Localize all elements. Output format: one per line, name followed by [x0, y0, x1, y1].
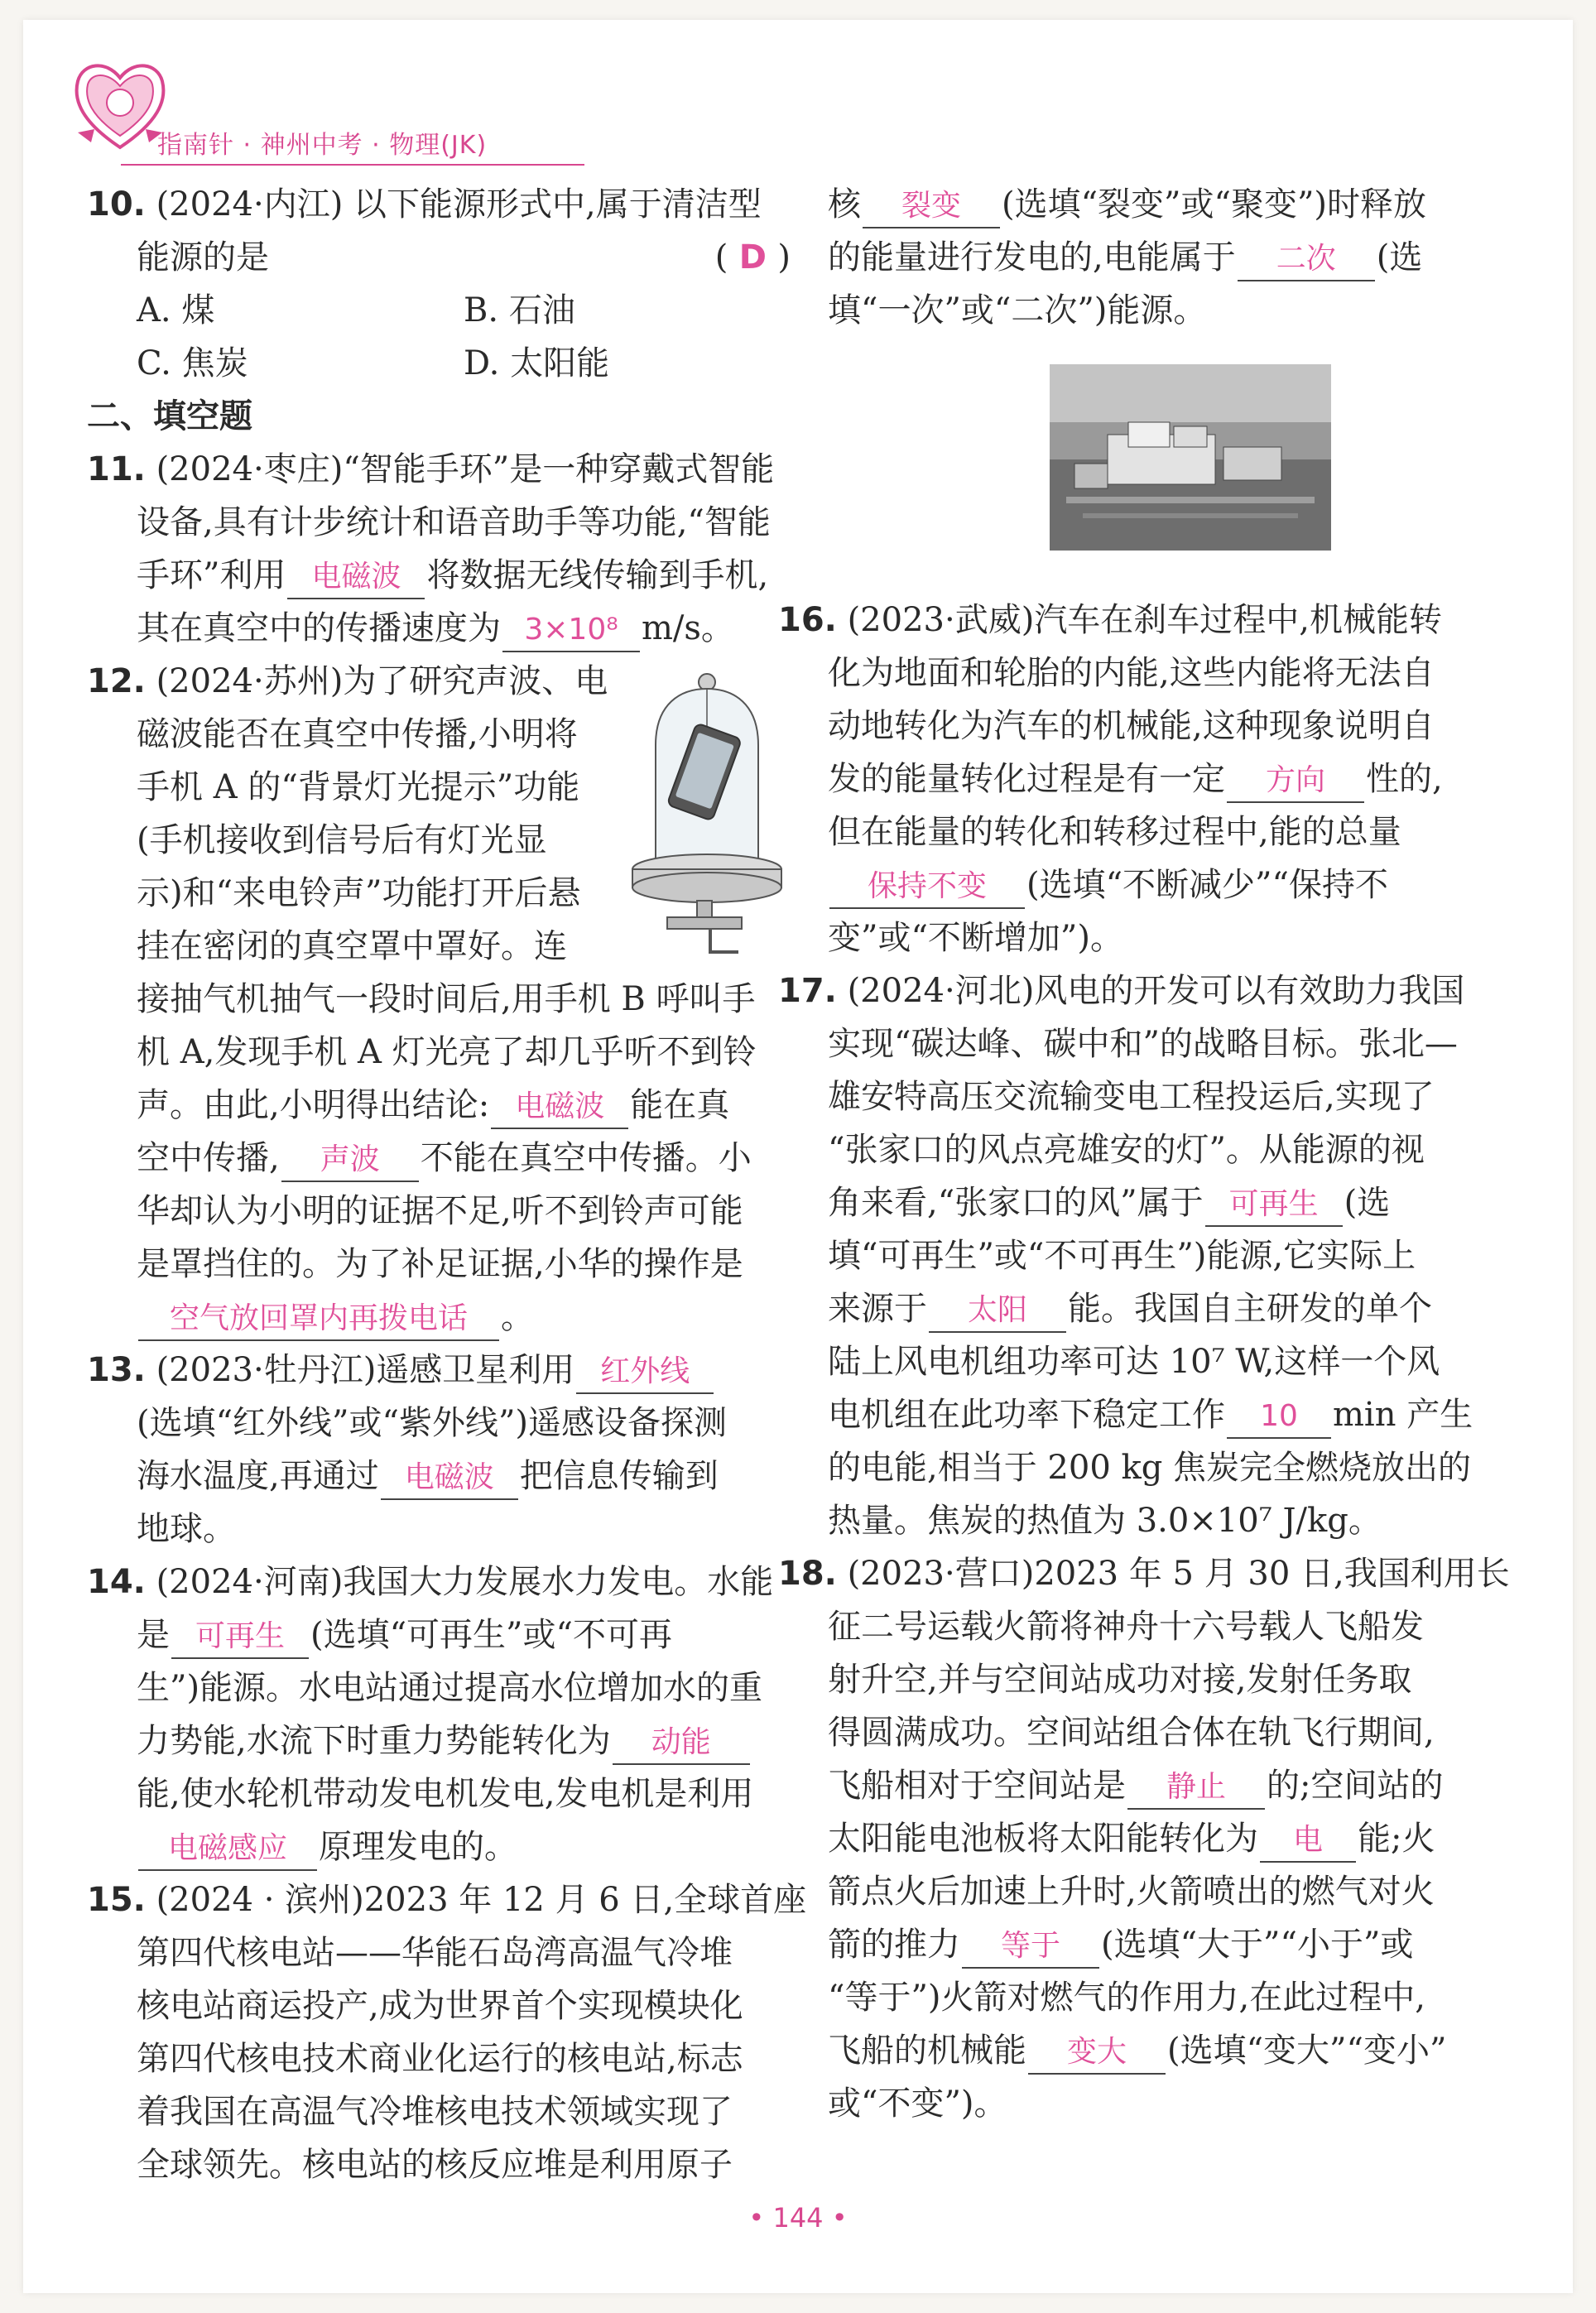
q16-line7: 变”或“不断增加”)。 [828, 919, 1123, 957]
q14-answer3: 电磁感应 [138, 1828, 317, 1871]
q14-line6 [87, 1820, 791, 1873]
q17-line2: 实现“碳达峰、碳中和”的战略目标。张北— [828, 1025, 1458, 1063]
q14-text4a: 力势能,水流下时重力势能转化为 [137, 1722, 611, 1760]
q12-line10 [87, 1132, 791, 1185]
header-title: 指南针 · 神州中考 · 物理(JK) [157, 131, 488, 160]
q15-right-line2 [828, 231, 1515, 284]
q16-line6 [828, 858, 1515, 911]
q12-line2: 磁波能否在真空中传播,小明将 [137, 715, 578, 753]
left-column [87, 178, 807, 2191]
q15-text-r1a: 核 [828, 185, 861, 224]
q17-text9b: min 产生 [1333, 1396, 1473, 1434]
q17-number: 17. [778, 972, 837, 1010]
q15-text-r1b: (选填“裂变”或“聚变”)时释放 [1002, 185, 1427, 224]
q17-text5a: 角来看,“张家口的风”属于 [828, 1184, 1204, 1222]
q15-line1 [87, 1873, 807, 1926]
q10-options-row2 [87, 337, 791, 390]
q10-line1 [87, 178, 791, 231]
q17-line5 [828, 1176, 1515, 1229]
q18-source: (2023·营口) [847, 1555, 1035, 1593]
q10-option-a: A. 煤 [137, 291, 215, 329]
page-number: • 144 • [748, 2202, 848, 2234]
q18-line4: 得圆满成功。空间站组合体在轨飞行期间, [828, 1714, 1435, 1752]
q18-text6b: 能;火 [1358, 1820, 1435, 1858]
q18-text6a: 太阳能电池板将太阳能转化为 [828, 1820, 1258, 1858]
q18-line3: 射升空,并与空间站成功对接,发射任务取 [828, 1661, 1412, 1699]
q11-line2: 设备,具有计步统计和语音助手等功能,“智能 [137, 503, 771, 541]
q15-line4: 第四代核电技术商业化运行的核电站,标志 [137, 2040, 743, 2078]
q11-answer1: 电磁波 [287, 556, 425, 599]
q11-text4a: 其在真空中的传播速度为 [137, 609, 501, 647]
q12-text13b: 。 [501, 1298, 534, 1336]
q18-answer4: 变大 [1028, 2032, 1166, 2075]
q10-number: 10. [87, 185, 146, 224]
q13-source: (2023·牡丹江) [156, 1351, 377, 1389]
q12-text10b: 不能在真空中传播。小 [420, 1139, 752, 1177]
q16-answer1: 方向 [1227, 760, 1364, 803]
q12-line11: 华却认为小明的证据不足,听不到铃声可能 [137, 1192, 743, 1230]
q17-answer1: 可再生 [1205, 1184, 1343, 1227]
q17-text1: 风电的开发可以有效助力我国 [1034, 972, 1465, 1010]
q11-answer2: 3×10⁸ [502, 609, 640, 652]
q15-line6: 全球领先。核电站的核反应堆是利用原子 [137, 2146, 733, 2184]
q12-line4: (手机接收到信号后有灯光显 [137, 821, 547, 859]
q17-line6: 填“可再生”或“不可再生”)能源,它实际上 [828, 1237, 1416, 1275]
q11-source: (2024·枣庄) [156, 450, 344, 488]
q17-text7a: 来源于 [828, 1290, 927, 1328]
q11-text4b: m/s。 [642, 609, 734, 647]
header-rule [121, 164, 584, 166]
q16-line4 [828, 753, 1515, 805]
q18-text5b: 的;空间站的 [1267, 1767, 1444, 1805]
q12-line12: 是罩挡住的。为了补足证据,小华的操作是 [137, 1245, 743, 1283]
q12-text9b: 能在真 [630, 1086, 730, 1124]
vacuum-bell-jar-illustration [631, 671, 805, 960]
q10-options-row1 [87, 284, 791, 337]
q13-text3a: 海水温度,再通过 [137, 1457, 379, 1495]
q10-text2: 能源的是 [137, 238, 269, 277]
q10-line2 [87, 231, 791, 284]
q16-source: (2023·武威) [847, 601, 1035, 639]
q13-line2: (选填“红外线”或“紫外线”)遥感设备探测 [137, 1404, 728, 1442]
q18-answer2: 电 [1260, 1820, 1356, 1863]
section-title: 二、填空题 [87, 397, 252, 435]
q14-text2a: 是 [137, 1616, 170, 1654]
q16-text1: 汽车在刹车过程中,机械能转 [1034, 601, 1443, 639]
q12-line13 [87, 1291, 791, 1344]
q18-number: 18. [778, 1555, 837, 1593]
q15-line2: 第四代核电站——华能石岛湾高温气冷堆 [137, 1934, 733, 1972]
q16-line5: 但在能量的转化和转移过程中,能的总量 [828, 813, 1401, 851]
q16-text6b: (选填“不断减少”“保持不 [1026, 866, 1388, 904]
q14-number: 14. [87, 1563, 146, 1601]
q17-line11: 热量。焦炭的热值为 3.0×10⁷ J/kg。 [828, 1502, 1382, 1540]
q14-line1 [87, 1556, 791, 1609]
q17-line9 [828, 1388, 1515, 1441]
q14-answer2: 动能 [613, 1722, 750, 1765]
q11-line3 [87, 549, 791, 602]
q14-text6b: 原理发电的。 [319, 1828, 517, 1866]
q17-line3: 雄安特高压交流输变电工程投运后,实现了 [828, 1078, 1435, 1116]
q15-number: 15. [87, 1881, 146, 1919]
q10-source: (2024·内江) [156, 185, 344, 224]
q12-source: (2024·苏州) [156, 662, 344, 700]
q10-answer: D [738, 238, 767, 277]
q17-answer2: 太阳 [929, 1290, 1066, 1333]
q14-text1: 我国大力发展水力发电。水能 [343, 1563, 774, 1601]
q17-text7b: 能。我国自主研发的单个 [1068, 1290, 1432, 1328]
q17-line8: 陆上风电机组功率可达 10⁷ W,这样一个风 [828, 1343, 1440, 1381]
q10-paren-close: ) [777, 238, 791, 277]
q14-line3: 生”)能源。水电站通过提高水位增加水的重 [137, 1669, 763, 1707]
q15-right-line3: 填“一次”或“二次”)能源。 [828, 291, 1207, 329]
q13-line3 [87, 1450, 791, 1503]
q16-answer2: 保持不变 [829, 866, 1025, 909]
q11-line1 [87, 443, 791, 496]
q15-answer1: 裂变 [863, 185, 1000, 228]
q12-answer1: 电磁波 [491, 1086, 628, 1129]
q18-line1 [778, 1547, 1515, 1600]
q17-text5b: (选 [1344, 1184, 1391, 1222]
q18-answer1: 静止 [1127, 1767, 1265, 1810]
q13-answer2: 电磁波 [381, 1457, 518, 1500]
q18-line10 [828, 2024, 1515, 2077]
q11-text3a: 手环”利用 [137, 556, 286, 594]
q15-right-line1 [828, 178, 1515, 231]
q14-line4 [87, 1714, 791, 1767]
q10-option-d: D. 太阳能 [464, 344, 610, 382]
q16-line2: 化为地面和轮胎的内能,这些内能将无法自 [828, 654, 1435, 692]
q12-line6: 挂在密闭的真空罩中罩好。连 [137, 927, 567, 965]
q15-text-r2a: 的能量进行发电的,电能属于 [828, 238, 1236, 277]
q12-line7: 接抽气机抽气一段时间后,用手机 B 呼叫手 [137, 980, 756, 1018]
q18-line7: 箭点火后加速上升时,火箭喷出的燃气对火 [828, 1873, 1435, 1911]
q12-line8: 机 A,发现手机 A 灯光亮了却几乎听不到铃 [137, 1033, 757, 1071]
q13-line1 [87, 1344, 791, 1397]
q15-line5: 着我国在高温气冷堆核电技术领域实现了 [137, 2093, 733, 2131]
q15-text-r2b: (选 [1376, 238, 1423, 277]
q16-text4a: 发的能量转化过程是有一定 [828, 760, 1225, 798]
q10-text: 以下能源形式中,属于清洁型 [353, 185, 762, 224]
q12-text1: 为了研究声波、电 [343, 662, 608, 700]
q17-line7 [828, 1282, 1515, 1335]
q12-text10a: 空中传播, [137, 1139, 280, 1177]
q18-line9: “等于”)火箭对燃气的作用力,在此过程中, [828, 1979, 1425, 2017]
q17-line10: 的电能,相当于 200 kg 焦炭完全燃烧放出的 [828, 1449, 1472, 1487]
q12-answer3: 空气放回罩内再拨电话 [138, 1298, 499, 1341]
q18-text10a: 飞船的机械能 [828, 2032, 1026, 2070]
q14-answer1: 可再生 [171, 1616, 309, 1659]
q16-number: 16. [778, 601, 837, 639]
q11-line4 [87, 602, 791, 655]
q13-text1a: 遥感卫星利用 [376, 1351, 575, 1389]
q13-text3b: 把信息传输到 [519, 1457, 719, 1495]
q18-line6 [828, 1812, 1515, 1865]
q10-option-b: B. 石油 [464, 291, 575, 329]
page-header [41, 50, 621, 174]
q18-answer3: 等于 [962, 1926, 1099, 1969]
q17-line4: “张家口的风点亮雄安的灯”。从能源的视 [828, 1131, 1425, 1169]
q12-number: 12. [87, 662, 146, 700]
q10-paren-open: ( [714, 238, 728, 277]
q18-line2: 征二号运载火箭将神舟十六号载人飞船发 [828, 1608, 1424, 1646]
q13-line4: 地球。 [137, 1510, 236, 1548]
q12-answer2: 声波 [281, 1139, 419, 1182]
q18-text8b: (选填“大于”“小于”或 [1101, 1926, 1414, 1964]
q18-text1: 2023 年 5 月 30 日,我国利用长 [1034, 1555, 1510, 1593]
q14-source: (2024·河南) [156, 1563, 344, 1601]
q18-text8a: 箭的推力 [828, 1926, 960, 1964]
q18-line5 [828, 1759, 1515, 1812]
q14-line2 [87, 1609, 791, 1661]
q16-line1 [778, 594, 1515, 647]
q15-answer2: 二次 [1238, 238, 1375, 281]
q17-answer3: 10 [1227, 1396, 1331, 1439]
q12-line5: 示)和“来电铃声”功能打开后悬 [137, 874, 581, 912]
nuclear-plant-photo [1050, 364, 1331, 551]
q16-text4b: 性的, [1366, 760, 1443, 798]
q10-option-c: C. 焦炭 [137, 344, 248, 382]
q13-number: 13. [87, 1351, 146, 1389]
q18-line11: 或“不变”)。 [828, 2085, 1007, 2123]
q18-line8 [828, 1918, 1515, 1971]
q13-answer1: 红外线 [576, 1351, 714, 1394]
q11-text: “智能手环”是一种穿戴式智能 [343, 450, 775, 488]
q15-text1: 2023 年 12 月 6 日,全球首座 [363, 1881, 807, 1919]
q14-line5: 能,使水轮机带动发电机发电,发电机是利用 [137, 1775, 754, 1813]
q10-answer-paren [715, 231, 791, 284]
q18-text10b: (选填“变大”“变小” [1167, 2032, 1447, 2070]
q12-line9 [87, 1079, 791, 1132]
q16-line3: 动地转化为汽车的机械能,这种现象说明自 [828, 707, 1435, 745]
q18-text5a: 飞船相对于空间站是 [828, 1767, 1126, 1805]
q11-number: 11. [87, 450, 146, 488]
q12-line3: 手机 A 的“背景灯光提示”功能 [137, 768, 580, 806]
q14-text2b: (选填“可再生”或“不可再 [310, 1616, 672, 1654]
q17-line1 [778, 964, 1515, 1017]
q17-text9a: 电机组在此功率下稳定工作 [828, 1396, 1225, 1434]
q15-line3: 核电站商运投产,成为世界首个实现模块化 [137, 1987, 743, 2025]
q15-source: (2024 · 滨州) [156, 1881, 364, 1919]
q12-text9a: 声。由此,小明得出结论: [137, 1086, 490, 1124]
q17-source: (2024·河北) [847, 972, 1035, 1010]
q11-text3b: 将数据无线传输到手机, [426, 556, 769, 594]
